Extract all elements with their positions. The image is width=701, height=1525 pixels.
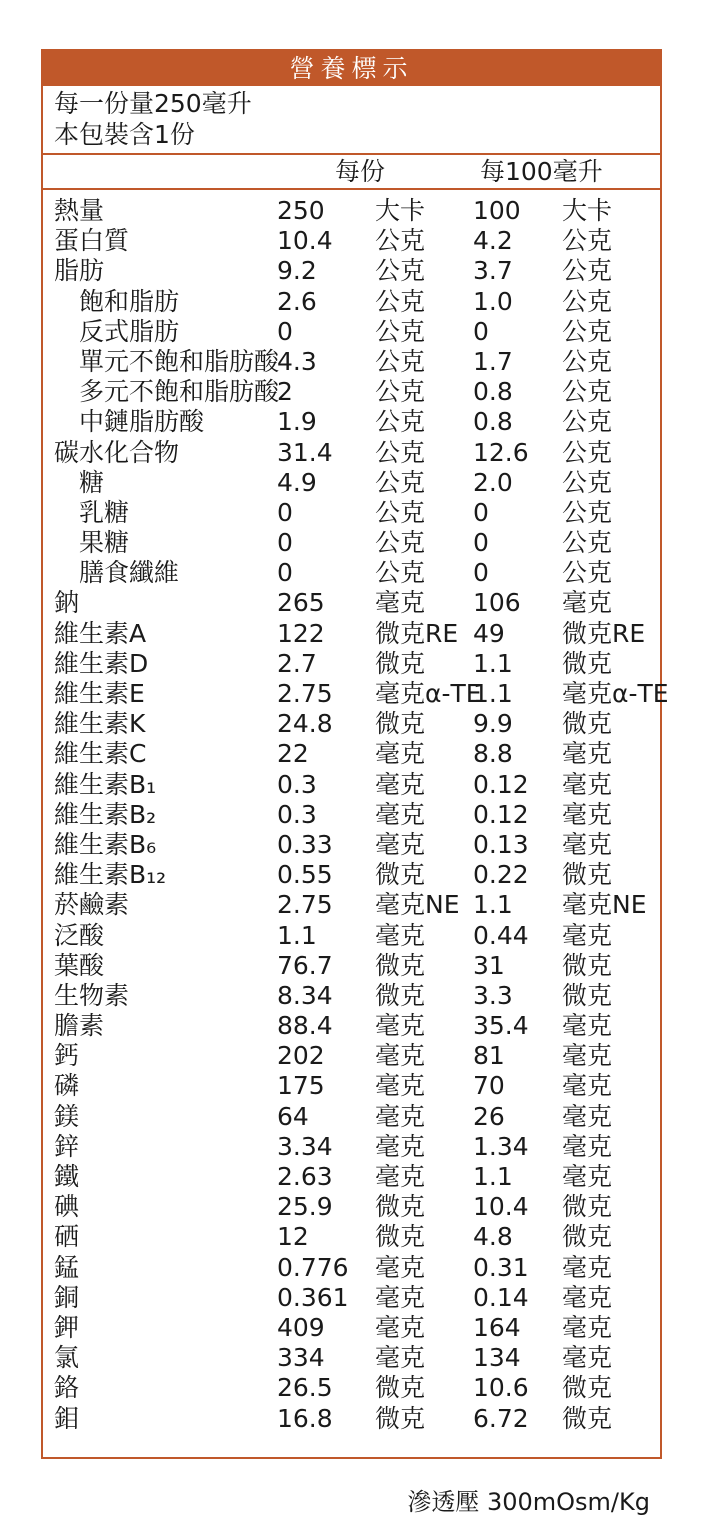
table-row [43, 287, 660, 317]
per-serving-value: 26.5 [277, 1373, 333, 1403]
per-serving-unit: 毫克 [375, 829, 426, 859]
table-row [43, 1373, 660, 1403]
per-serving-value: 4.3 [277, 346, 317, 376]
table-row [43, 1404, 660, 1434]
per-100ml-value: 134 [473, 1343, 521, 1373]
per-serving-unit: 毫克 [375, 739, 426, 769]
per-100ml-value: 70 [473, 1071, 505, 1101]
table-row [43, 1343, 660, 1373]
per-100ml-value: 3.7 [473, 256, 513, 286]
nutrient-name: 維生素C [54, 739, 147, 769]
per-100ml-value: 26 [473, 1101, 505, 1131]
table-row [43, 347, 660, 377]
per-100ml-unit: 毫克 [562, 920, 613, 950]
nutrient-table [43, 196, 669, 1434]
per-serving-value: 265 [277, 588, 325, 618]
per-serving-value: 0 [277, 497, 293, 527]
per-serving-unit: 微克RE [375, 618, 459, 648]
per-serving-value: 0.776 [277, 1252, 349, 1282]
per-serving-value: 0 [277, 528, 293, 558]
table-row [43, 196, 660, 226]
per-serving-value: 31.4 [277, 437, 333, 467]
nutrient-name: 銅 [54, 1282, 80, 1312]
per-serving-value: 0.33 [277, 829, 333, 859]
per-100ml-unit: 毫克 [562, 588, 613, 618]
per-100ml-unit: 毫克 [562, 1101, 613, 1131]
per-100ml-unit: 毫克 [562, 799, 613, 829]
per-100ml-value: 1.1 [473, 1162, 513, 1191]
col-header-per-100ml: 每100毫升 [480, 157, 603, 186]
per-serving-unit: 微克 [375, 1403, 426, 1433]
per-100ml-unit: 公克 [562, 286, 613, 316]
per-100ml-value: 0.31 [473, 1252, 529, 1282]
per-100ml-value: 164 [473, 1312, 521, 1342]
per-serving-unit: 毫克 [375, 1312, 426, 1342]
per-100ml-unit: 公克 [562, 316, 613, 346]
per-100ml-unit: 毫克 [562, 739, 613, 769]
osmolality-note: 滲透壓 300mOsm/Kg [407, 1488, 650, 1516]
table-row [43, 1283, 660, 1313]
table-row [43, 951, 660, 981]
per-100ml-unit: 微克 [562, 1222, 613, 1252]
per-100ml-value: 35.4 [473, 1011, 529, 1041]
per-100ml-value: 10.4 [473, 1192, 529, 1222]
table-row [43, 709, 660, 739]
nutrient-name: 鋅 [54, 1131, 80, 1161]
per-100ml-unit: 公克 [562, 558, 613, 588]
per-serving-unit: 公克 [375, 437, 426, 467]
per-100ml-value: 12.6 [473, 437, 529, 467]
table-row [43, 588, 660, 618]
per-serving-unit: 公克 [375, 528, 426, 558]
per-100ml-unit: 毫克 [562, 1071, 613, 1101]
per-serving-unit: 毫克 [375, 920, 426, 950]
per-100ml-value: 1.1 [473, 648, 513, 678]
nutrient-name: 維生素B₂ [54, 799, 157, 829]
per-serving-unit: 公克 [375, 497, 426, 527]
nutrition-label-frame [41, 49, 669, 1459]
per-serving-unit: 公克 [375, 467, 426, 497]
per-100ml-value: 0 [473, 497, 489, 527]
table-row [43, 860, 660, 890]
divider [43, 153, 660, 155]
table-row [43, 317, 660, 347]
nutrient-name: 碘 [54, 1192, 80, 1222]
nutrient-name: 鎂 [54, 1101, 80, 1131]
table-row [43, 619, 660, 649]
per-serving-value: 2.6 [277, 286, 317, 316]
per-100ml-value: 0.13 [473, 829, 529, 859]
table-row [43, 256, 660, 286]
serving-info [54, 88, 252, 150]
nutrient-name: 生物素 [54, 980, 130, 1010]
per-100ml-unit: 毫克 [562, 769, 613, 799]
per-100ml-value: 1.34 [473, 1131, 529, 1161]
per-serving-value: 175 [277, 1071, 325, 1101]
table-row [43, 528, 660, 558]
per-serving-value: 2.75 [277, 890, 333, 920]
per-serving-unit: 微克 [375, 1373, 426, 1403]
nutrient-name: 多元不飽和脂肪酸 [79, 377, 280, 407]
per-100ml-value: 0 [473, 528, 489, 558]
per-100ml-value: 0.12 [473, 799, 529, 829]
nutrient-name: 鈉 [54, 588, 80, 618]
per-serving-value: 202 [277, 1041, 325, 1071]
per-serving-unit: 毫克 [375, 1071, 426, 1101]
per-serving-value: 1.9 [277, 407, 317, 437]
per-serving-unit: 公克 [375, 256, 426, 286]
nutrient-name: 中鏈脂肪酸 [79, 407, 205, 437]
table-row [43, 1313, 660, 1343]
per-100ml-value: 0.44 [473, 920, 529, 950]
table-row [43, 1222, 660, 1252]
per-serving-unit: 毫克 [375, 588, 426, 618]
nutrient-name: 鈣 [54, 1041, 80, 1071]
nutrient-name: 飽和脂肪 [79, 286, 180, 316]
per-100ml-value: 1.0 [473, 286, 513, 316]
table-row [43, 1011, 660, 1041]
per-100ml-unit: 微克RE [562, 618, 646, 648]
per-100ml-value: 0.12 [473, 769, 529, 799]
table-row [43, 770, 660, 800]
nutrient-name: 熱量 [54, 196, 105, 225]
nutrient-name: 乳糖 [79, 497, 130, 527]
per-serving-unit: 毫克 [375, 1011, 426, 1041]
per-100ml-value: 8.8 [473, 739, 513, 769]
per-serving-value: 24.8 [277, 709, 333, 739]
per-100ml-value: 0.14 [473, 1282, 529, 1312]
per-serving-unit: 公克 [375, 316, 426, 346]
table-row [43, 739, 660, 769]
nutrient-name: 維生素B₁ [54, 769, 157, 799]
per-serving-unit: 微克 [375, 648, 426, 678]
nutrient-name: 蛋白質 [54, 226, 130, 256]
per-100ml-value: 0.22 [473, 860, 529, 890]
nutrient-name: 葉酸 [54, 950, 105, 980]
divider [43, 188, 660, 190]
table-row [43, 800, 660, 830]
nutrient-name: 維生素B₆ [54, 829, 157, 859]
table-row [43, 1253, 660, 1283]
per-100ml-value: 0 [473, 558, 489, 588]
nutrient-name: 膽素 [54, 1011, 105, 1041]
per-serving-unit: 毫克 [375, 1282, 426, 1312]
per-serving-unit: 公克 [375, 346, 426, 376]
nutrient-name: 單元不飽和脂肪酸 [79, 346, 280, 376]
nutrient-name: 硒 [54, 1222, 80, 1252]
per-100ml-unit: 微克 [562, 709, 613, 739]
nutrient-name: 反式脂肪 [79, 316, 180, 346]
table-row [43, 1132, 660, 1162]
per-100ml-unit: 微克 [562, 950, 613, 980]
per-serving-unit: 公克 [375, 286, 426, 316]
per-100ml-unit: 毫克α-TE [562, 679, 669, 708]
nutrient-name: 脂肪 [54, 256, 105, 286]
nutrient-name: 泛酸 [54, 920, 105, 950]
per-100ml-value: 100 [473, 196, 521, 225]
per-serving-value: 0.55 [277, 860, 333, 890]
table-row [43, 498, 660, 528]
per-serving-value: 250 [277, 196, 325, 225]
per-serving-unit: 微克 [375, 950, 426, 980]
per-100ml-value: 1.1 [473, 890, 513, 920]
per-serving-value: 25.9 [277, 1192, 333, 1222]
per-serving-value: 4.9 [277, 467, 317, 497]
per-serving-unit: 毫克NE [375, 890, 460, 920]
table-row [43, 1192, 660, 1222]
per-100ml-value: 1.7 [473, 346, 513, 376]
per-serving-value: 2.63 [277, 1162, 333, 1191]
per-serving-unit: 毫克 [375, 1343, 426, 1373]
per-serving-unit: 毫克α-TE [375, 679, 482, 708]
per-100ml-value: 10.6 [473, 1373, 529, 1403]
per-serving-value: 88.4 [277, 1011, 333, 1041]
per-serving-unit: 毫克 [375, 1131, 426, 1161]
per-100ml-value: 0.8 [473, 407, 513, 437]
per-100ml-unit: 微克 [562, 860, 613, 890]
nutrient-name: 維生素K [54, 709, 146, 739]
nutrient-name: 糖 [79, 467, 105, 497]
per-serving-value: 22 [277, 739, 309, 769]
per-100ml-unit: 毫克 [562, 1131, 613, 1161]
per-serving-value: 0 [277, 316, 293, 346]
servings-per-package: 本包裝含1份 [54, 120, 195, 149]
per-serving-unit: 公克 [375, 558, 426, 588]
per-serving-unit: 公克 [375, 226, 426, 256]
per-serving-value: 76.7 [277, 950, 333, 980]
per-serving-value: 122 [277, 618, 325, 648]
per-serving-unit: 微克 [375, 1222, 426, 1252]
per-100ml-value: 4.8 [473, 1222, 513, 1252]
per-serving-value: 334 [277, 1343, 325, 1373]
per-serving-value: 0.3 [277, 769, 317, 799]
table-row [43, 1162, 660, 1192]
table-row [43, 438, 660, 468]
per-100ml-value: 3.3 [473, 980, 513, 1010]
nutrient-name: 果糖 [79, 528, 130, 558]
per-serving-unit: 毫克 [375, 769, 426, 799]
per-serving-value: 0.361 [277, 1282, 349, 1312]
per-100ml-unit: 毫克 [562, 1041, 613, 1071]
per-serving-unit: 微克 [375, 860, 426, 890]
per-100ml-unit: 微克 [562, 648, 613, 678]
per-100ml-value: 0 [473, 316, 489, 346]
per-serving-value: 1.1 [277, 920, 317, 950]
nutrient-name: 菸鹼素 [54, 890, 130, 920]
nutrient-name: 維生素E [54, 679, 145, 708]
label-title: 營養標示 [43, 51, 660, 86]
per-100ml-unit: 毫克 [562, 1343, 613, 1373]
per-100ml-unit: 毫克 [562, 829, 613, 859]
nutrient-name: 維生素B₁₂ [54, 860, 167, 890]
per-100ml-value: 1.1 [473, 679, 513, 708]
per-100ml-unit: 公克 [562, 256, 613, 286]
per-100ml-unit: 公克 [562, 437, 613, 467]
per-100ml-unit: 毫克 [562, 1162, 613, 1191]
per-100ml-unit: 毫克 [562, 1011, 613, 1041]
per-serving-value: 409 [277, 1312, 325, 1342]
per-100ml-value: 49 [473, 618, 505, 648]
nutrient-name: 碳水化合物 [54, 437, 180, 467]
per-serving-value: 9.2 [277, 256, 317, 286]
table-row [43, 921, 660, 951]
per-100ml-unit: 公克 [562, 407, 613, 437]
per-100ml-unit: 微克 [562, 1403, 613, 1433]
per-100ml-value: 106 [473, 588, 521, 618]
per-100ml-unit: 公克 [562, 377, 613, 407]
nutrient-name: 錳 [54, 1252, 80, 1282]
serving-size: 每一份量250毫升 [54, 89, 252, 118]
table-row [43, 558, 660, 588]
nutrient-name: 磷 [54, 1071, 80, 1101]
per-100ml-unit: 微克 [562, 1373, 613, 1403]
table-row [43, 1102, 660, 1132]
nutrient-name: 鉬 [54, 1403, 80, 1433]
table-row [43, 679, 669, 709]
per-serving-unit: 毫克 [375, 1041, 426, 1071]
table-row [43, 1041, 660, 1071]
per-serving-value: 0.3 [277, 799, 317, 829]
nutrient-name: 氯 [54, 1343, 80, 1373]
per-serving-unit: 微克 [375, 709, 426, 739]
per-serving-value: 2.75 [277, 679, 333, 708]
per-100ml-unit: 公克 [562, 226, 613, 256]
nutrient-name: 鐵 [54, 1162, 80, 1191]
per-serving-unit: 微克 [375, 980, 426, 1010]
per-100ml-value: 0.8 [473, 377, 513, 407]
col-header-per-serving: 每份 [335, 157, 386, 186]
table-row [43, 1071, 660, 1101]
per-serving-unit: 公克 [375, 407, 426, 437]
per-serving-unit: 公克 [375, 377, 426, 407]
table-row [43, 830, 660, 860]
per-100ml-unit: 毫克 [562, 1252, 613, 1282]
per-100ml-unit: 微克 [562, 980, 613, 1010]
per-100ml-unit: 微克 [562, 1192, 613, 1222]
per-serving-unit: 大卡 [375, 196, 426, 225]
table-row [43, 649, 660, 679]
per-serving-value: 2 [277, 377, 293, 407]
per-serving-unit: 微克 [375, 1192, 426, 1222]
nutrient-name: 膳食纖維 [79, 558, 180, 588]
per-serving-unit: 毫克 [375, 799, 426, 829]
per-100ml-value: 31 [473, 950, 505, 980]
per-100ml-unit: 毫克NE [562, 890, 647, 920]
per-serving-unit: 毫克 [375, 1252, 426, 1282]
per-serving-unit: 毫克 [375, 1101, 426, 1131]
per-100ml-value: 9.9 [473, 709, 513, 739]
per-100ml-unit: 毫克 [562, 1312, 613, 1342]
table-row [43, 226, 660, 256]
nutrient-name: 鉀 [54, 1312, 80, 1342]
nutrient-name: 鉻 [54, 1373, 80, 1403]
per-100ml-unit: 公克 [562, 467, 613, 497]
per-100ml-value: 2.0 [473, 467, 513, 497]
per-100ml-unit: 公克 [562, 528, 613, 558]
nutrient-name: 維生素A [54, 618, 147, 648]
per-serving-value: 16.8 [277, 1403, 333, 1433]
table-row [43, 377, 660, 407]
per-serving-value: 0 [277, 558, 293, 588]
per-100ml-value: 4.2 [473, 226, 513, 256]
table-row [43, 407, 660, 437]
per-100ml-unit: 大卡 [562, 196, 613, 225]
table-row [43, 468, 660, 498]
per-100ml-unit: 公克 [562, 497, 613, 527]
per-100ml-value: 6.72 [473, 1403, 529, 1433]
per-100ml-unit: 毫克 [562, 1282, 613, 1312]
nutrient-name: 維生素D [54, 648, 149, 678]
per-serving-value: 10.4 [277, 226, 333, 256]
per-100ml-unit: 公克 [562, 346, 613, 376]
per-serving-unit: 毫克 [375, 1162, 426, 1191]
per-100ml-value: 81 [473, 1041, 505, 1071]
per-serving-value: 64 [277, 1101, 309, 1131]
per-serving-value: 8.34 [277, 980, 333, 1010]
per-serving-value: 2.7 [277, 648, 317, 678]
table-row [43, 890, 660, 920]
per-serving-value: 3.34 [277, 1131, 333, 1161]
per-serving-value: 12 [277, 1222, 309, 1252]
table-row [43, 981, 660, 1011]
